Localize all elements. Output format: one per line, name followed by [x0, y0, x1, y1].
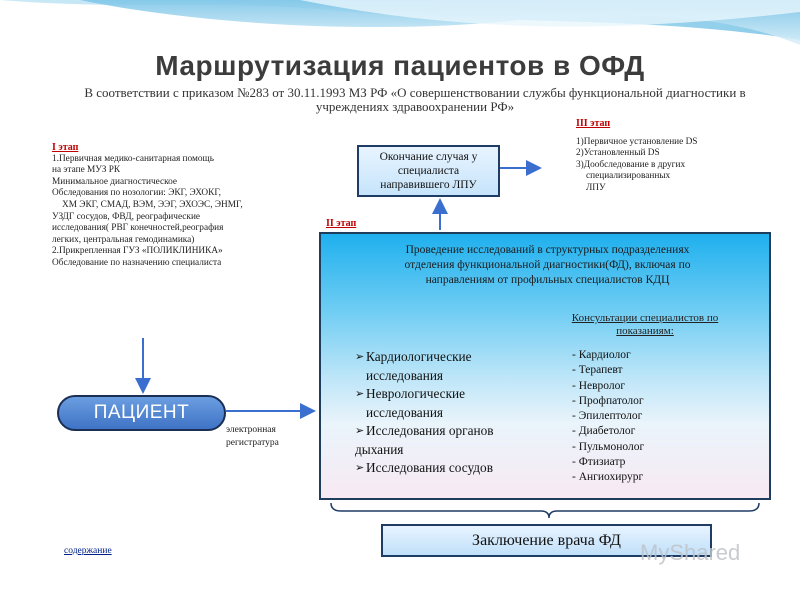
study-item — [355, 385, 545, 422]
stage1-line: Обследования по нозологии: ЭКГ, ЭХОКГ, — [52, 188, 221, 199]
patient-node: ПАЦИЕНТ — [57, 395, 226, 431]
stage2-description-line: отделения функциональной диагностики(ФД), включая по — [404, 259, 691, 271]
stage1-line: 1.Первичная медико-санитарная помощь — [52, 153, 214, 164]
specialist-item: - Эпилептолог — [572, 410, 643, 423]
specialist-item: - Невролог — [572, 379, 626, 392]
consultations-title-line: Консультации специалистов по — [571, 312, 719, 324]
study-line: исследования — [366, 404, 444, 420]
specialist-item: - Терапевт — [572, 364, 623, 377]
specialist-item: - Пульмонолог — [572, 440, 645, 453]
arrow-bullet-icon: ➢ — [355, 462, 365, 474]
page-subtitle: В соответствии с приказом №283 от 30.11.1993 МЗ РФ «О совершенствовании службы функциональной диагностики в учреждениях здравоохранении РФ» — [84, 85, 746, 114]
stage3-line: ЛПУ — [586, 182, 606, 193]
consultations-title — [540, 312, 750, 338]
stage3-block — [576, 118, 776, 195]
study-item — [355, 348, 545, 385]
stage1-block — [52, 142, 287, 270]
study-line: исследования — [366, 367, 444, 383]
end-of-case-line: Окончание случая у — [379, 151, 478, 163]
study-item — [355, 422, 545, 459]
specialist-item: - Ангиохирург — [572, 471, 644, 484]
stage2-description-line: направлениям от профильных специалистов КДЦ — [425, 274, 670, 286]
end-of-case-box — [357, 145, 500, 197]
stage1-line: УЗДГ сосудов, ФВД, реографические — [52, 211, 201, 222]
stage2-title: II этап — [326, 218, 357, 229]
study-line: Исследования сосудов — [366, 460, 493, 475]
stage1-line: на этапе МУЗ РК — [52, 165, 121, 176]
study-line: Кардиологические — [366, 349, 472, 364]
watermark-logo: MyShared — [640, 540, 741, 565]
registry-label-line: электронная — [226, 425, 276, 435]
stage2-description — [345, 243, 750, 288]
conclusion-box: Заключение врача ФД — [381, 524, 712, 557]
study-line: Неврологические — [366, 386, 466, 401]
stage2-description-line: Проведение исследований в структурных подразделениях — [405, 244, 690, 256]
study-line: дыхания — [355, 441, 404, 457]
stage1-title: I этап — [52, 142, 79, 153]
stage3-line: 3)Дообследование в других — [576, 159, 686, 170]
arrow-bullet-icon: ➢ — [355, 425, 365, 437]
studies-list — [355, 348, 545, 478]
specialist-item: - Диабетолог — [572, 425, 636, 438]
bottom-bracket — [331, 503, 759, 518]
study-item — [355, 459, 545, 478]
stage1-line: Обследование по назначению специалиста — [52, 257, 222, 268]
registry-label-line: регистратура — [226, 437, 279, 448]
arrow-bullet-icon: ➢ — [355, 351, 365, 363]
stage1-line: исследования( РВГ конечностей,реография — [52, 223, 224, 234]
stage3-line: 1)Первичное установление DS — [576, 136, 698, 147]
specialist-item: - Кардиолог — [572, 349, 631, 361]
study-line: Исследования органов — [366, 423, 494, 438]
specialist-item: - Фтизиатр — [572, 456, 626, 469]
specialist-item: - Профпатолог — [572, 394, 644, 407]
stage1-line: ХМ ЭКГ, СМАД, ВЭМ, ЭЭГ, ЭХОЭС, ЭНМГ, — [62, 199, 243, 210]
stage1-line: легких, центральная гемодинамика) — [52, 234, 195, 245]
end-of-case-line: специалиста — [397, 165, 460, 177]
page-title: Маршрутизация пациентов в ОФД — [155, 50, 645, 81]
stage1-line: 2.Прикрепленная ГУЗ «ПОЛИКЛИНИКА» — [52, 246, 223, 257]
arrow-bullet-icon: ➢ — [355, 388, 365, 400]
content-link[interactable]: содержание — [64, 546, 112, 556]
end-of-case-line: направившего ЛПУ — [380, 179, 477, 191]
consultations-title-line: показаниям: — [616, 325, 674, 337]
stage1-line: Минимальное диагностическое — [52, 176, 178, 187]
stage3-title: III этап — [576, 118, 611, 129]
stage3-line: специализированных — [586, 171, 671, 182]
specialists-list — [572, 348, 702, 486]
registry-label — [226, 424, 316, 449]
stage3-line: 2)Установленный DS — [576, 148, 660, 159]
